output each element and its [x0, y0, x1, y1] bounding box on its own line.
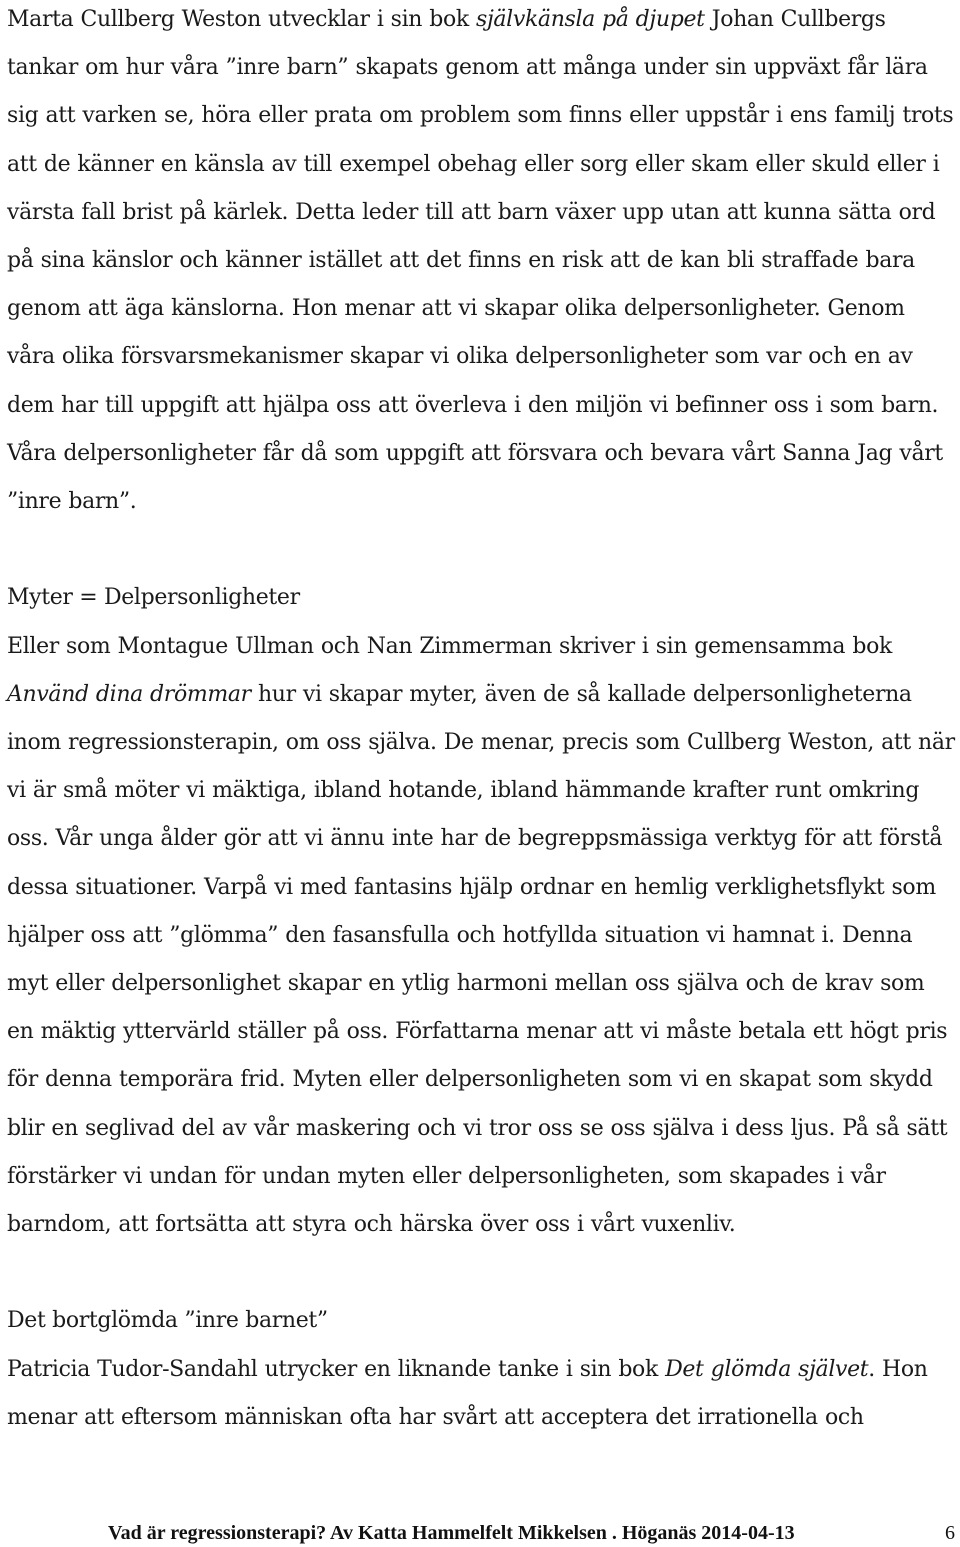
paragraph-tudor-sandahl	[7, 1346, 957, 1442]
footer-text: Vad är regressionsterapi? Av Katta Hammelfelt Mikkelsen . Höganäs 2014-04-13	[108, 1522, 795, 1544]
section2-book-title: Använd dina drömmar	[7, 681, 251, 707]
section3-body: . Hon menar att eftersom människan ofta har svårt att acceptera det irrationella och	[7, 1356, 928, 1430]
section2-intro: Eller som Montague Ullman och Nan Zimmerman skriver i sin gemensamma bok	[7, 633, 892, 659]
paragraph-gap	[7, 1249, 957, 1297]
paragraph1-book-title: självkänsla på djupet	[476, 7, 705, 32]
paragraph-ullman-zimmerman	[7, 623, 957, 1250]
section3-intro: Patricia Tudor-Sandahl utrycker en liknande tanke i sin bok	[7, 1356, 666, 1382]
section-heading-inre-barnet: Det bortglömda ”inre barnet”	[7, 1308, 328, 1334]
section3-book-title: Det glömda självet	[665, 1356, 869, 1382]
page-number: 6	[945, 1522, 955, 1544]
paragraph1-intro: Marta Cullberg Weston utvecklar i sin bok	[7, 7, 476, 32]
section2-body: hur vi skapar myter, även de så kallade delpersonligheterna inom regressionsterapin, om oss själva. De menar, precis som Cullberg Weston, att när vi är små möter vi mäktiga, ibland hotande, ibland hämmande krafter runt omkring oss. Vår unga ålder gör att vi ännu inte har de begreppsmässiga verktyg för att förstå dessa situationer. Varpå vi med fantasins hjälp ordnar en hemlig verklighetsflykt som hjälper oss att ”glömma” den fasansfulla och hotfyllda situation vi hamnat i. Denna myt eller delpersonlighet skapar en ytlig harmoni mellan oss själva och de krav som en mäktig yttervärld ställer på oss. Författarna menar att vi måste betala ett högt pris för denna temporära frid. Myten eller delpersonligheten som vi en skapat som skydd blir en seglivad del av vår maskering och vi tror oss se oss själva i dess ljus. På så sätt förstärker vi undan för undan myten eller delpersonligheten, som skapades i vår barndom, att fortsätta att styra och härska över oss i vårt vuxenliv.	[7, 681, 955, 1238]
paragraph-cullberg-weston	[7, 0, 957, 526]
paragraph1-body: Johan Cullbergs tankar om hur våra ”inre barn” skapats genom att många under sin uppväxt får lära sig att varken se, höra eller prata om problem som finns eller uppstår i ens familj trots att de känner en känsla av till exempel obehag eller sorg eller skam eller skuld eller i värsta fall brist på kärlek. Detta leder till att barn växer upp utan att kunna sätta ord på sina känslor och känner istället att det finns en risk att de kan bli straffade bara genom att äga känslorna. Hon menar att vi skapar olika delpersonligheter. Genom våra olika försvarsmekanismer skapar vi olika delpersonligheter som var och en av dem har till uppgift att hjälpa oss att överleva i den miljön vi befinner oss i som barn. Våra delpersonligheter får då som uppgift att försvara och bevara vårt Sanna Jag vårt ”inre barn”.	[7, 7, 954, 515]
document-page	[7, 0, 957, 1442]
paragraph-gap	[7, 526, 957, 574]
section-heading-myter: Myter = Delpersonligheter	[7, 585, 300, 611]
